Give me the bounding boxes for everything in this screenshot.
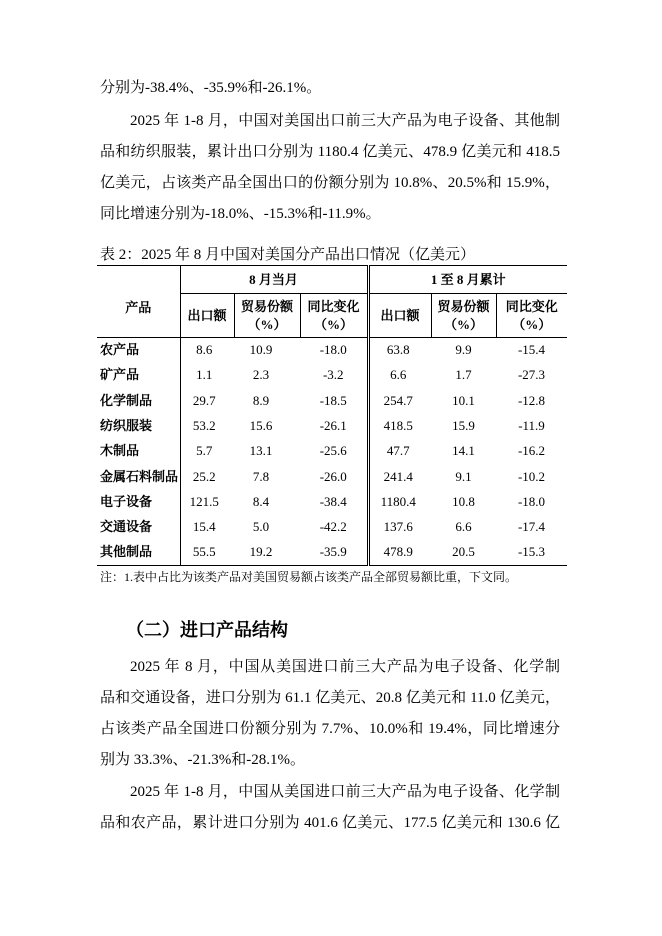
month-export-value: 55.5 — [180, 540, 234, 565]
header-text: 出口额 — [187, 307, 227, 323]
month-export-value: 15.4 — [180, 515, 234, 540]
paragraph-line: 品和纺织服装，累计出口分别为 1180.4 亿美元、478.9 亿美元和 418.5 — [100, 144, 560, 160]
group-header-ytd: 1 至 8 月累计 — [368, 266, 567, 294]
table-row — [97, 439, 567, 464]
paragraph-line: 亿美元，占该类产品全国出口的份额分别为 10.8%、20.5%和 15.9%， — [100, 175, 560, 191]
header-text: 同比变化 — [505, 298, 558, 314]
table-row — [97, 338, 567, 363]
paragraph-line: 品和交通设备，进口分别为 61.1 亿美元、20.8 亿美元和 11.0 亿美元， — [100, 690, 560, 706]
product-name: 电子设备 — [100, 493, 153, 509]
month-export-value: 25.2 — [180, 464, 234, 489]
header-text: 出口额 — [380, 307, 420, 323]
column-header-ytd-share — [431, 294, 496, 338]
ytd-export-value: 137.6 — [368, 515, 431, 540]
month-export-value: 29.7 — [180, 388, 234, 413]
paragraph-line: 同比增速分别为-18.0%、-15.3%和-11.9%。 — [100, 206, 381, 222]
ytd-share-value: 20.5 — [452, 544, 475, 560]
ytd-yoy-value: -16.2 — [517, 443, 546, 459]
header-unit: （%） — [313, 316, 353, 332]
paragraph-line: 品和农产品，累计进口分别为 401.6 亿美元、177.5 亿美元和 130.6 亿 — [100, 815, 560, 831]
ytd-share-value: 10.1 — [452, 392, 475, 408]
month-yoy-value: -38.4 — [319, 493, 347, 509]
ytd-share-value: 9.9 — [455, 342, 472, 358]
paragraph-line: 2025 年 8 月，中国从美国进口前三大产品为电子设备、化学制 — [130, 659, 560, 675]
month-share-value: 8.9 — [252, 392, 270, 408]
paragraph-line: 占该类产品全国进口份额分别为 7.7%、10.0%和 19.4%，同比增速分 — [100, 721, 560, 737]
table-caption: 表 2：2025 年 8 月中国对美国分产品出口情况（亿美元） — [100, 247, 476, 263]
product-name: 矿产品 — [100, 367, 140, 383]
month-share-value: 13.1 — [249, 443, 273, 459]
paragraph-line: 2025 年 1-8 月，中国对美国出口前三大产品为电子设备、其他制 — [130, 113, 560, 129]
table-row — [97, 515, 567, 540]
export-by-product-table — [97, 265, 567, 566]
ytd-export-value: 241.4 — [368, 464, 431, 489]
column-header-ytd-export — [368, 294, 431, 338]
ytd-share-value: 9.1 — [455, 468, 472, 484]
table-note: 注：1.表中占比为该类产品对美国贸易额占该类产品全部贸易额比重，下文同。 — [100, 570, 518, 584]
table-row — [97, 540, 567, 565]
ytd-share-value: 1.7 — [455, 367, 472, 383]
ytd-export-value: 6.6 — [368, 363, 431, 388]
month-export-value: 53.2 — [180, 413, 234, 438]
header-unit: （%） — [443, 316, 483, 332]
table-row — [97, 388, 567, 413]
paragraph-line: 别为 33.3%、-21.3%和-28.1%。 — [100, 752, 305, 768]
month-yoy-value: -18.5 — [319, 392, 347, 408]
ytd-yoy-value: -27.3 — [517, 367, 546, 383]
table-row — [97, 363, 567, 388]
header-text: 同比变化 — [307, 298, 360, 314]
product-name: 化学制品 — [100, 392, 153, 408]
group-header-month: 8 月当月 — [180, 266, 368, 294]
month-yoy-value: -42.2 — [319, 519, 347, 535]
ytd-yoy-value: -12.8 — [517, 392, 546, 408]
ytd-export-value: 254.7 — [368, 388, 431, 413]
month-share-value: 8.4 — [252, 493, 270, 509]
product-name: 其他制品 — [100, 544, 153, 560]
column-header-product: 产品 — [97, 266, 180, 338]
product-name: 交通设备 — [100, 519, 153, 535]
month-yoy-value: -25.6 — [319, 443, 347, 459]
column-header-month-yoy — [300, 294, 368, 338]
ytd-yoy-value: -15.3 — [517, 544, 546, 560]
table-row — [97, 413, 567, 438]
month-export-value: 1.1 — [180, 363, 234, 388]
month-share-value: 10.9 — [249, 342, 273, 358]
section-heading: （二）进口产品结构 — [126, 620, 288, 640]
ytd-yoy-value: -15.4 — [517, 342, 546, 358]
header-unit: （%） — [247, 316, 287, 332]
ytd-export-value: 63.8 — [368, 338, 431, 363]
header-unit: （%） — [512, 316, 552, 332]
month-share-value: 7.8 — [252, 468, 270, 484]
ytd-yoy-value: -11.9 — [518, 418, 545, 434]
month-yoy-value: -35.9 — [319, 544, 347, 560]
month-yoy-value: -26.0 — [319, 468, 347, 484]
month-export-value: 8.6 — [180, 338, 234, 363]
ytd-export-value: 478.9 — [368, 540, 431, 565]
paragraph-line: 分别为-38.4%、-35.9%和-26.1%。 — [100, 80, 322, 96]
month-yoy-value: -3.2 — [322, 367, 344, 383]
ytd-export-value: 1180.4 — [368, 489, 431, 514]
table-header-row — [97, 266, 567, 294]
product-name: 金属石料制品 — [100, 468, 179, 484]
header-text: 贸易份额 — [240, 298, 293, 314]
ytd-yoy-value: -10.2 — [517, 468, 546, 484]
month-yoy-value: -26.1 — [319, 418, 347, 434]
ytd-share-value: 15.9 — [452, 418, 475, 434]
month-share-value: 19.2 — [249, 544, 273, 560]
month-export-value: 121.5 — [180, 489, 234, 514]
column-header-ytd-yoy — [496, 294, 567, 338]
column-header-month-export — [180, 294, 234, 338]
ytd-yoy-value: -17.4 — [517, 519, 546, 535]
ytd-yoy-value: -18.0 — [517, 493, 546, 509]
ytd-share-value: 6.6 — [455, 519, 472, 535]
ytd-export-value: 418.5 — [368, 413, 431, 438]
ytd-share-value: 14.1 — [452, 443, 475, 459]
month-export-value: 5.7 — [180, 439, 234, 464]
header-text: 贸易份额 — [437, 298, 490, 314]
month-share-value: 15.6 — [249, 418, 273, 434]
table-row — [97, 489, 567, 514]
month-yoy-value: -18.0 — [319, 342, 347, 358]
ytd-share-value: 10.8 — [452, 493, 475, 509]
table-row — [97, 464, 567, 489]
paragraph-line: 2025 年 1-8 月，中国从美国进口前三大产品为电子设备、化学制 — [130, 784, 560, 800]
product-name: 农产品 — [100, 342, 140, 358]
ytd-export-value: 47.7 — [368, 439, 431, 464]
column-header-month-share — [234, 294, 300, 338]
product-name: 纺织服装 — [100, 418, 153, 434]
month-share-value: 2.3 — [252, 367, 270, 383]
month-share-value: 5.0 — [252, 519, 270, 535]
product-name: 木制品 — [100, 443, 140, 459]
